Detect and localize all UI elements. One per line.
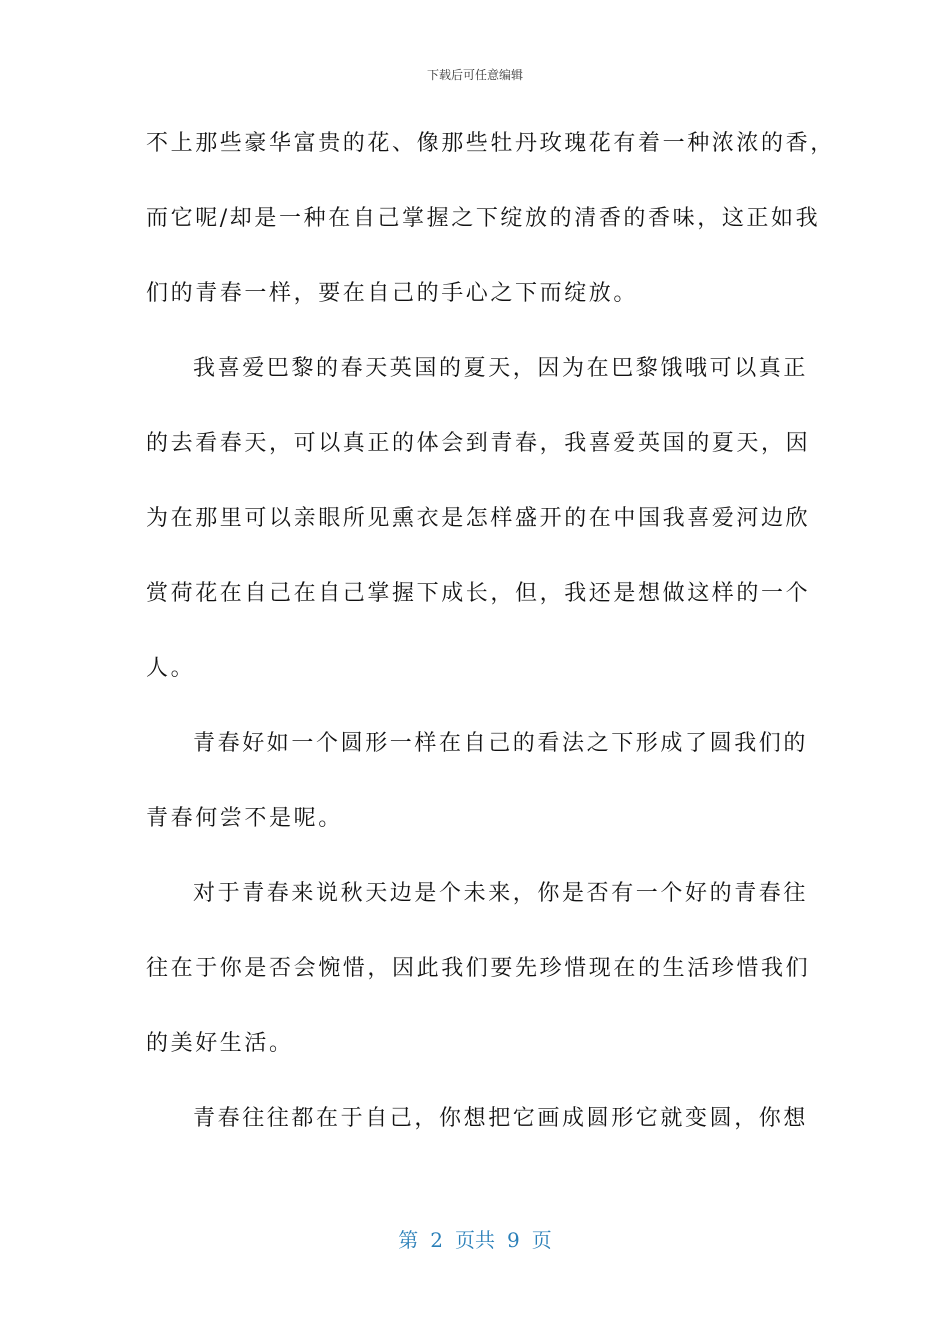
footer-page-label: 第	[398, 1228, 419, 1252]
footer-page-suffix: 页	[531, 1228, 552, 1252]
text-line: 青春好如一个圆形一样在自己的看法之下形成了圆我们的	[193, 731, 809, 756]
text-line: 而它呢/却是一种在自己掌握之下绽放的清香的香味，这正如我	[146, 206, 821, 231]
text-line: 对于青春来说秋天边是个未来，你是否有一个好的青春往	[193, 881, 809, 906]
text-line: 的美好生活。	[146, 1031, 294, 1056]
page-header: 下载后可任意编辑	[426, 68, 523, 82]
page-footer	[0, 1224, 950, 1253]
document-body	[146, 118, 835, 1168]
text-line: 的去看春天，可以真正的体会到青春，我喜爱英国的夏天，因	[146, 431, 811, 456]
footer-total-pages: 9	[507, 1228, 520, 1252]
text-line: 赏荷花在自己在自己掌握下成长，但，我还是想做这样的一个	[146, 581, 811, 606]
text-line: 我喜爱巴黎的春天英国的夏天，因为在巴黎饿哦可以真正	[193, 356, 809, 381]
text-line: 青春往往都在于自己，你想把它画成圆形它就变圆，你想	[193, 1106, 809, 1131]
footer-total-label: 页共	[455, 1228, 495, 1252]
footer-page-number: 2	[430, 1228, 443, 1252]
text-line: 不上那些豪华富贵的花、像那些牡丹玫瑰花有着一种浓浓的香，	[146, 131, 835, 156]
text-line: 为在那里可以亲眼所见熏衣是怎样盛开的在中国我喜爱河边欣	[146, 506, 811, 531]
text-line: 人。	[146, 656, 196, 681]
text-line: 们的青春一样，要在自己的手心之下而绽放。	[146, 281, 639, 306]
text-line: 往在于你是否会惋惜，因此我们要先珍惜现在的生活珍惜我们	[146, 956, 811, 981]
text-line: 青春何尝不是呢。	[146, 806, 343, 831]
